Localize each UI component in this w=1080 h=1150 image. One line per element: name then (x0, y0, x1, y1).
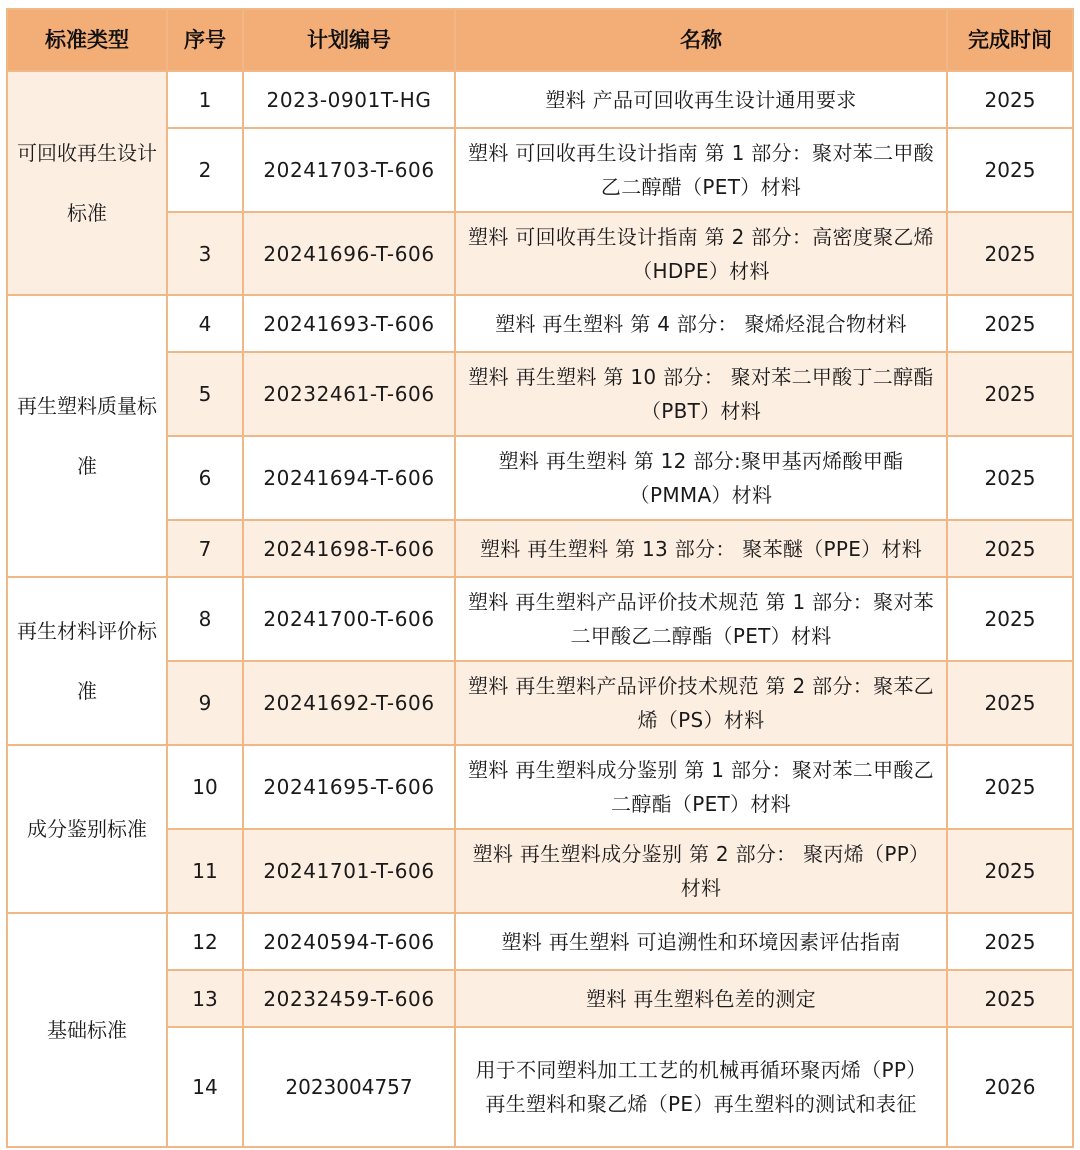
year-cell: 2025 (947, 212, 1073, 295)
table-row (7, 212, 1073, 295)
name-cell: 用于不同塑料加工工艺的机械再循环聚丙烯（PP）再生塑料和聚乙烯（PE）再生塑料的测试和表征 (455, 1027, 947, 1147)
name-cell: 塑料 再生塑料产品评价技术规范 第 1 部分：聚对苯二甲酸乙二醇酯（PET）材料 (455, 577, 947, 661)
table-row (7, 1027, 1073, 1147)
plan-number-cell: 20232459-T-606 (243, 970, 455, 1027)
name-cell: 塑料 再生塑料 第 10 部分： 聚对苯二甲酸丁二醇酯（PBT）材料 (455, 352, 947, 436)
header-plan-number: 计划编号 (243, 9, 455, 71)
name-cell: 塑料 产品可回收再生设计通用要求 (455, 71, 947, 128)
year-cell: 2025 (947, 970, 1073, 1027)
plan-number-cell: 2023004757 (243, 1027, 455, 1147)
standard-type-cell: 再生材料评价标准 (7, 577, 167, 745)
header-row (7, 9, 1073, 71)
table-row (7, 520, 1073, 577)
table-row (7, 128, 1073, 212)
plan-number-cell: 20241696-T-606 (243, 212, 455, 295)
year-cell: 2025 (947, 829, 1073, 913)
name-cell: 塑料 再生塑料 第 13 部分： 聚苯醚（PPE）材料 (455, 520, 947, 577)
serial-cell: 14 (167, 1027, 243, 1147)
plan-number-cell: 20241694-T-606 (243, 436, 455, 520)
table-row (7, 661, 1073, 745)
header-completion-time: 完成时间 (947, 9, 1073, 71)
year-cell: 2025 (947, 661, 1073, 745)
plan-number-cell: 20241692-T-606 (243, 661, 455, 745)
name-cell: 塑料 再生塑料成分鉴别 第 1 部分：聚对苯二甲酸乙二醇酯（PET）材料 (455, 745, 947, 829)
name-cell: 塑料 再生塑料产品评价技术规范 第 2 部分：聚苯乙烯（PS）材料 (455, 661, 947, 745)
plan-number-cell: 20241700-T-606 (243, 577, 455, 661)
serial-cell: 8 (167, 577, 243, 661)
serial-cell: 6 (167, 436, 243, 520)
serial-cell: 3 (167, 212, 243, 295)
year-cell: 2025 (947, 128, 1073, 212)
year-cell: 2025 (947, 745, 1073, 829)
serial-cell: 5 (167, 352, 243, 436)
name-cell: 塑料 可回收再生设计指南 第 2 部分：高密度聚乙烯（HDPE）材料 (455, 212, 947, 295)
serial-cell: 13 (167, 970, 243, 1027)
plan-number-cell: 20241693-T-606 (243, 295, 455, 352)
serial-cell: 9 (167, 661, 243, 745)
year-cell: 2025 (947, 352, 1073, 436)
name-cell: 塑料 可回收再生设计指南 第 1 部分：聚对苯二甲酸乙二醇醋（PET）材料 (455, 128, 947, 212)
standards-table (6, 8, 1074, 1148)
serial-cell: 10 (167, 745, 243, 829)
name-cell: 塑料 再生塑料 第 4 部分： 聚烯烃混合物材料 (455, 295, 947, 352)
name-cell: 塑料 再生塑料 可追溯性和环境因素评估指南 (455, 913, 947, 970)
table-row (7, 71, 1073, 128)
year-cell: 2025 (947, 520, 1073, 577)
table-row (7, 745, 1073, 829)
table-row (7, 829, 1073, 913)
standard-type-cell: 再生塑料质量标准 (7, 295, 167, 577)
table-row (7, 352, 1073, 436)
serial-cell: 7 (167, 520, 243, 577)
table-row (7, 295, 1073, 352)
serial-cell: 1 (167, 71, 243, 128)
year-cell: 2025 (947, 913, 1073, 970)
year-cell: 2025 (947, 71, 1073, 128)
header-name: 名称 (455, 9, 947, 71)
serial-cell: 12 (167, 913, 243, 970)
serial-cell: 4 (167, 295, 243, 352)
plan-number-cell: 20241695-T-606 (243, 745, 455, 829)
year-cell: 2025 (947, 577, 1073, 661)
serial-cell: 11 (167, 829, 243, 913)
serial-cell: 2 (167, 128, 243, 212)
header-serial-no: 序号 (167, 9, 243, 71)
table-row (7, 436, 1073, 520)
table-row (7, 913, 1073, 970)
standard-type-cell: 可回收再生设计标准 (7, 71, 167, 295)
year-cell: 2025 (947, 436, 1073, 520)
name-cell: 塑料 再生塑料成分鉴别 第 2 部分： 聚丙烯（PP）材料 (455, 829, 947, 913)
year-cell: 2025 (947, 295, 1073, 352)
table-row (7, 577, 1073, 661)
year-cell: 2026 (947, 1027, 1073, 1147)
plan-number-cell: 20241701-T-606 (243, 829, 455, 913)
standard-type-cell: 基础标准 (7, 913, 167, 1147)
name-cell: 塑料 再生塑料色差的测定 (455, 970, 947, 1027)
name-cell: 塑料 再生塑料 第 12 部分:聚甲基丙烯酸甲酯（PMMA）材料 (455, 436, 947, 520)
standard-type-cell: 成分鉴别标准 (7, 745, 167, 913)
plan-number-cell: 20232461-T-606 (243, 352, 455, 436)
header-standard-type: 标准类型 (7, 9, 167, 71)
plan-number-cell: 20241703-T-606 (243, 128, 455, 212)
plan-number-cell: 2023-0901T-HG (243, 71, 455, 128)
table-row (7, 970, 1073, 1027)
plan-number-cell: 20240594-T-606 (243, 913, 455, 970)
plan-number-cell: 20241698-T-606 (243, 520, 455, 577)
